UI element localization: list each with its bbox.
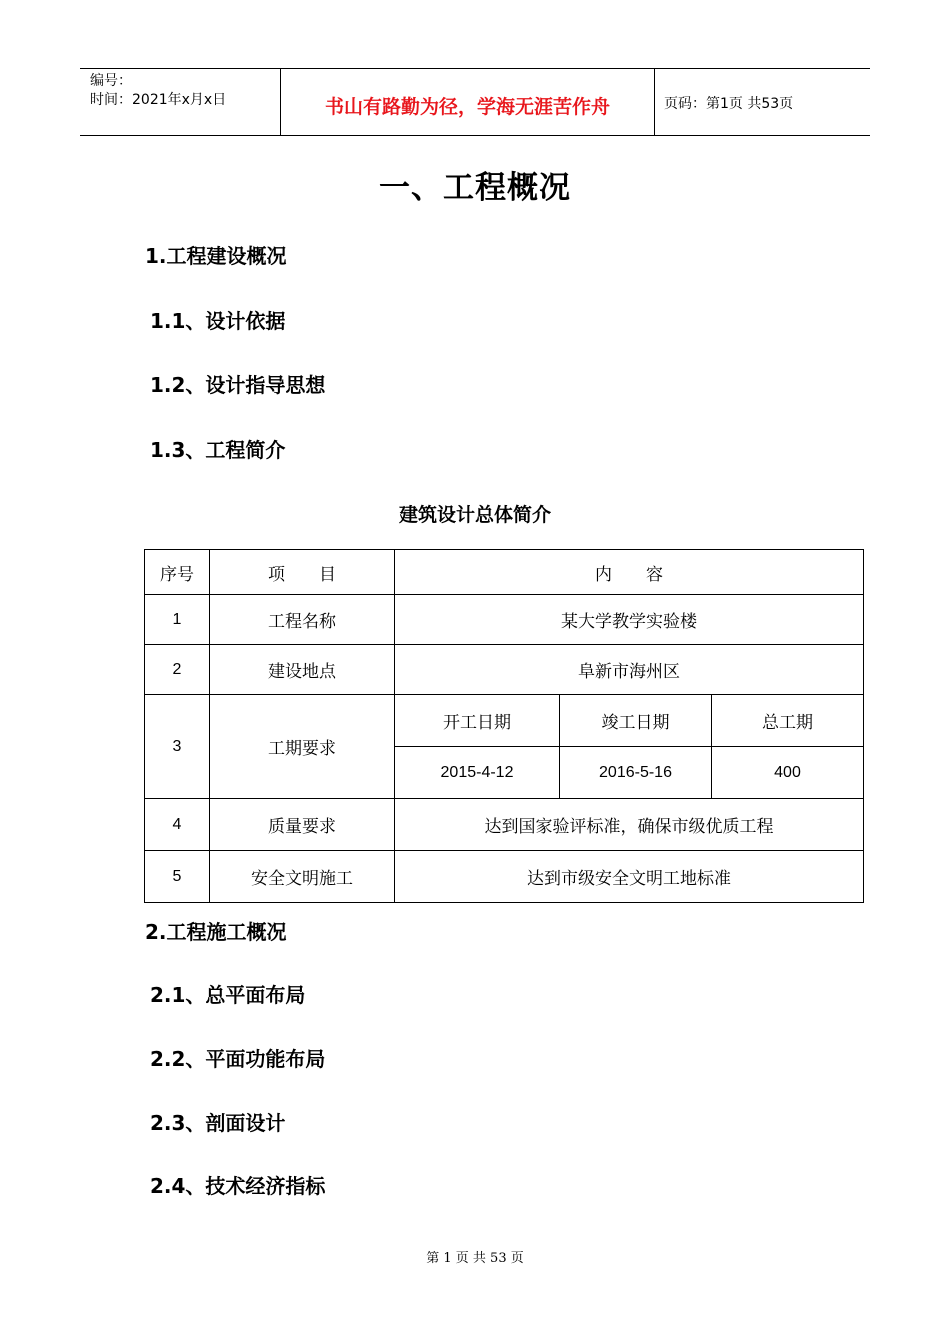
schedule-value: 2015-4-12 [395, 747, 560, 799]
row-item: 工程名称 [210, 595, 395, 645]
page-title: 一、工程概况 [379, 170, 571, 206]
header-motto: 书山有路勤为径，学海无涯苦作舟 [281, 69, 655, 135]
row-content: 达到国家验评标准，确保市级优质工程 [395, 799, 864, 851]
section-heading-2-3: 2.3、剖面设计 [150, 1111, 286, 1135]
schedule-subheader: 竣工日期 [560, 695, 712, 747]
table-header-cell: 序号 [145, 550, 210, 595]
table-header-cell: 项 目 [210, 550, 395, 595]
schedule-subheader: 开工日期 [395, 695, 560, 747]
row-item: 建设地点 [210, 645, 395, 695]
schedule-value: 400 [712, 747, 864, 799]
section-heading-2-4: 2.4、技术经济指标 [150, 1174, 326, 1198]
schedule-subheader: 总工期 [712, 695, 864, 747]
row-content: 达到市级安全文明工地标准 [395, 851, 864, 903]
section-heading-1-2: 1.2、设计指导思想 [150, 373, 326, 397]
row-number: 3 [145, 695, 210, 799]
row-content: 某大学教学实验楼 [395, 595, 864, 645]
schedule-value: 2016-5-16 [560, 747, 712, 799]
row-number: 5 [145, 851, 210, 903]
row-item: 安全文明施工 [210, 851, 395, 903]
row-number: 1 [145, 595, 210, 645]
section-heading-2: 2.工程施工概况 [145, 920, 287, 944]
table-header-row [145, 550, 864, 595]
section-heading-1-1: 1.1、设计依据 [150, 309, 286, 333]
row-number: 2 [145, 645, 210, 695]
header-page-info: 页码：第1页 共53页 [664, 96, 794, 112]
header-meta [80, 69, 281, 135]
row-item: 质量要求 [210, 799, 395, 851]
page-footer: 第 1 页 共 53 页 [426, 1251, 524, 1266]
row-number: 4 [145, 799, 210, 851]
table-row [145, 851, 864, 903]
table-header-cell: 内 容 [395, 550, 864, 595]
table-row [145, 595, 864, 645]
section-heading-1: 1.工程建设概况 [145, 244, 287, 268]
table-row [145, 695, 864, 747]
header-number-label: 编号： [90, 73, 132, 89]
section-heading-2-2: 2.2、平面功能布局 [150, 1047, 326, 1071]
design-overview-table [144, 549, 864, 903]
table-caption: 建筑设计总体简介 [398, 504, 551, 526]
section-heading-2-1: 2.1、总平面布局 [150, 983, 306, 1007]
table-row [145, 645, 864, 695]
page-header [80, 68, 870, 136]
header-time-label: 时间：2021年x月x日 [90, 92, 227, 108]
row-item: 工期要求 [210, 695, 395, 799]
section-heading-1-3: 1.3、工程简介 [150, 438, 286, 462]
row-content: 阜新市海州区 [395, 645, 864, 695]
table-row [145, 799, 864, 851]
